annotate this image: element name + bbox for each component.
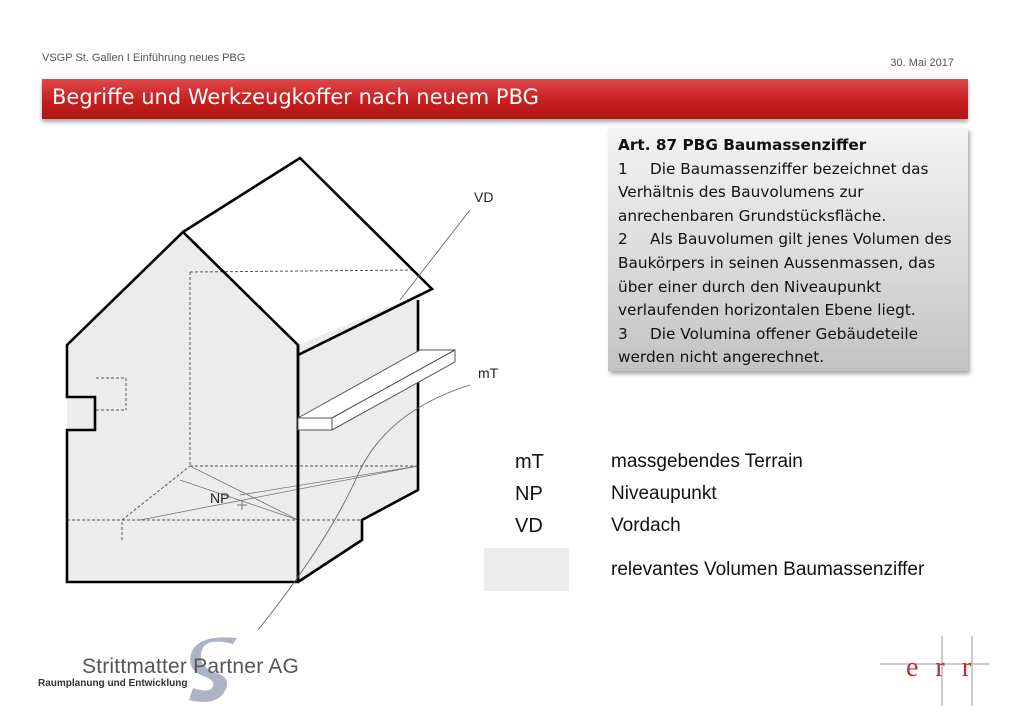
label-np: NP (210, 490, 230, 506)
slide-title: Begriffe und Werkzeugkoffer nach neuem PBG (52, 85, 539, 109)
article-heading: Art. 87 PBG Baumassenziffer (618, 136, 867, 154)
legend-term-np: NP (515, 483, 543, 505)
company-tagline: Raumplanung und Entwicklung (38, 678, 188, 689)
paragraph-number: 2 (618, 230, 628, 249)
volume-front-face (67, 232, 298, 582)
paragraph-text: Die Volumina offener Gebäudeteile werden nicht angerechnet. (618, 324, 919, 367)
paragraph-number: 1 (618, 159, 628, 178)
paragraph-number: 3 (618, 324, 628, 343)
legend-term-mt: mT (515, 451, 544, 473)
company-name: Strittmatter Partner AG (82, 655, 299, 678)
paragraph-text: Die Baumassenziffer bezeichnet das Verhältnis des Bauvolumens zur anrechenbaren Grundstücksfläche. (618, 159, 929, 225)
legend-desc-np: Niveaupunkt (611, 483, 717, 504)
volume-side-face (298, 289, 432, 582)
err-logo: err (906, 652, 989, 683)
header-date: 30. Mai 2017 (890, 57, 954, 69)
label-mt: mT (478, 365, 499, 381)
legend-desc-mt: massgebendes Terrain (611, 451, 803, 472)
legend-desc-vd: Vordach (611, 515, 681, 536)
paragraph-text: Als Bauvolumen gilt jenes Volumen des Baukörpers in seinen Aussenmassen, das über einer durch den Niveaupunkt verlaufenden horizontalen Ebene liegt. (618, 230, 952, 320)
legend-swatch-volume (484, 548, 569, 591)
legend-term-vd: VD (515, 515, 543, 537)
label-vd: VD (474, 189, 494, 205)
legend-desc-volume: relevantes Volumen Baumassenziffer (611, 559, 925, 580)
header-subtitle: VSGP St. Gallen I Einführung neues PBG (42, 52, 246, 64)
